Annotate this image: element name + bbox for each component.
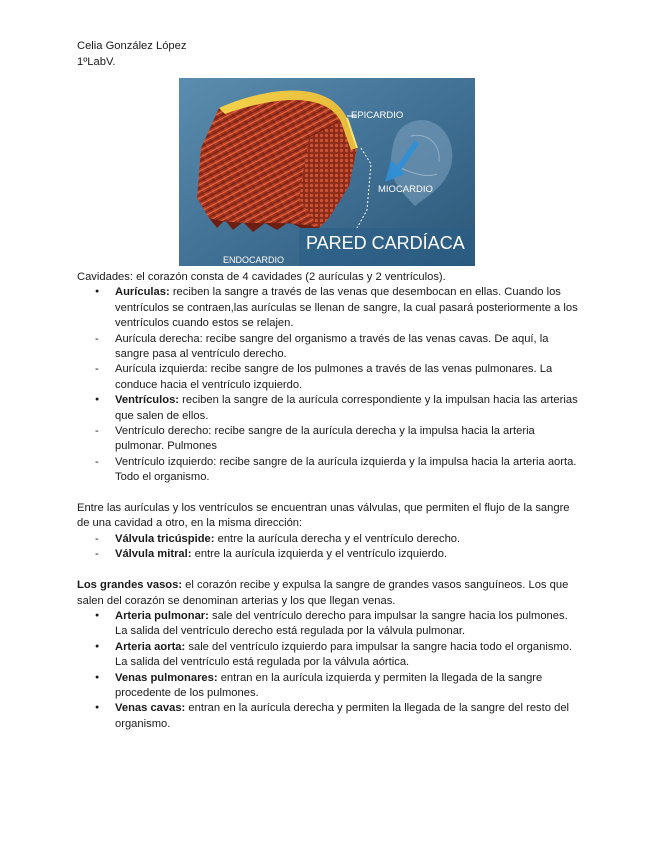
vessels-intro-text: el corazón recibe y expulsa la sangre de grandes vasos sanguíneos. Los que salen del corazón se denominan arterias y los que llegan venas. bbox=[77, 579, 569, 607]
list-item bbox=[77, 640, 582, 671]
cavities-intro: Cavidades: el corazón consta de 4 cavidades (2 aurículas y 2 ventrículos). bbox=[77, 271, 446, 283]
item-text: reciben la sangre de la aurícula correspondiente y la impulsan hacia las arterias que salen de ellos. bbox=[115, 394, 578, 422]
item-text: sale del ventrículo derecho para impulsar la sangre hacia los pulmones. La salida del ventrículo derecho está regulada por la válvula pulmonar. bbox=[115, 609, 568, 638]
document-header bbox=[77, 38, 186, 70]
bullet-icon bbox=[95, 640, 109, 656]
list-item bbox=[77, 424, 582, 455]
list-item bbox=[77, 547, 582, 562]
bullet-icon bbox=[95, 285, 109, 301]
dash-marker bbox=[95, 362, 109, 377]
item-term: Arteria pulmonar: bbox=[115, 609, 209, 622]
valves-intro: Entre las aurículas y los ventrículos se encuentran unas válvulas, que permiten el flujo de la sangre de una cavidad a otro, en la misma dirección: bbox=[77, 502, 570, 530]
list-item bbox=[77, 362, 582, 393]
bullet-icon bbox=[95, 609, 109, 625]
item-text: Ventrículo izquierdo: recibe sangre de la aurícula izquierda y la impulsa hacia la arteria aorta. Todo el organismo. bbox=[115, 455, 577, 484]
dash-marker bbox=[95, 424, 109, 439]
list-item bbox=[77, 332, 582, 363]
item-text: entran en la aurícula izquierda y permiten la llegada de la sangre procedente de los pulmones. bbox=[115, 671, 543, 699]
vessels-intro bbox=[77, 578, 582, 609]
item-term: Venas pulmonares: bbox=[115, 671, 218, 684]
item-text: Ventrículo derecho: recibe sangre de la aurícula derecha y la impulsa hacia la arteria pulmonar. Pulmones bbox=[115, 425, 535, 453]
paragraph-spacer bbox=[77, 486, 582, 501]
item-term: Arteria aorta: bbox=[115, 640, 186, 653]
item-text: entre la aurícula izquierda y el ventrículo izquierdo. bbox=[191, 548, 448, 561]
item-text: sale del ventrículo izquierdo para impulsar la sangre hacia todo el organismo. La salida del ventrículo está regulada por la válvula aórtica. bbox=[115, 640, 573, 669]
bullet-icon bbox=[95, 701, 109, 717]
paragraph-spacer bbox=[77, 563, 582, 578]
label-endocardio: ENDOCARDIO bbox=[223, 255, 285, 265]
item-term: Válvula tricúspide: bbox=[115, 532, 215, 545]
label-epicardio: EPICARDIO bbox=[351, 110, 404, 121]
item-text: Aurícula derecha: recibe sangre del organismo a través de las venas cavas. De aquí, la sangre pasa al ventrículo derecho. bbox=[115, 332, 549, 361]
class-name: 1ºLabV. bbox=[77, 56, 116, 68]
figure-title: PARED CARDÍACA bbox=[306, 233, 465, 253]
vessels-intro-bold: Los grandes vasos: bbox=[77, 579, 183, 592]
item-text: Aurícula izquierda: recibe sangre de los pulmones a través de las venas pulmonares. La conduce hacia el ventrículo izquierdo. bbox=[115, 363, 553, 391]
valves-list bbox=[77, 532, 582, 563]
dash-marker bbox=[95, 455, 109, 470]
heart-wall-figure bbox=[179, 78, 475, 266]
vessels-list bbox=[77, 609, 582, 732]
item-term: Venas cavas: bbox=[115, 702, 186, 715]
item-term: Válvula mitral: bbox=[115, 548, 192, 561]
list-item bbox=[77, 701, 582, 732]
dash-marker bbox=[95, 332, 109, 347]
dash-marker bbox=[95, 547, 109, 562]
item-text: entran en la aurícula derecha y permiten la llegada de la sangre del resto del organismo. bbox=[115, 702, 570, 730]
author-name: Celia González López bbox=[77, 40, 187, 52]
dash-marker bbox=[95, 532, 109, 547]
item-term: Ventrículos: bbox=[115, 394, 180, 407]
list-item bbox=[77, 532, 582, 547]
list-item bbox=[77, 455, 582, 486]
list-item bbox=[77, 393, 582, 424]
item-term: Aurículas: bbox=[115, 286, 170, 299]
item-text: entre la aurícula derecha y el ventrículo derecho. bbox=[214, 532, 461, 545]
cavities-list bbox=[77, 285, 582, 485]
item-text: reciben la sangre a través de las venas que desembocan en ellas. Cuando los ventrículos se contraen,las aurículas se llenan de sangre, la cual pasará posteriormente a los ventrículos cuando estos se relajen. bbox=[115, 286, 578, 330]
list-item bbox=[77, 609, 582, 640]
bullet-icon bbox=[95, 671, 109, 687]
label-miocardio: MIOCARDIO bbox=[378, 184, 433, 195]
list-item bbox=[77, 671, 582, 702]
document-body bbox=[77, 270, 582, 732]
list-item bbox=[77, 285, 582, 331]
bullet-icon bbox=[95, 393, 109, 409]
